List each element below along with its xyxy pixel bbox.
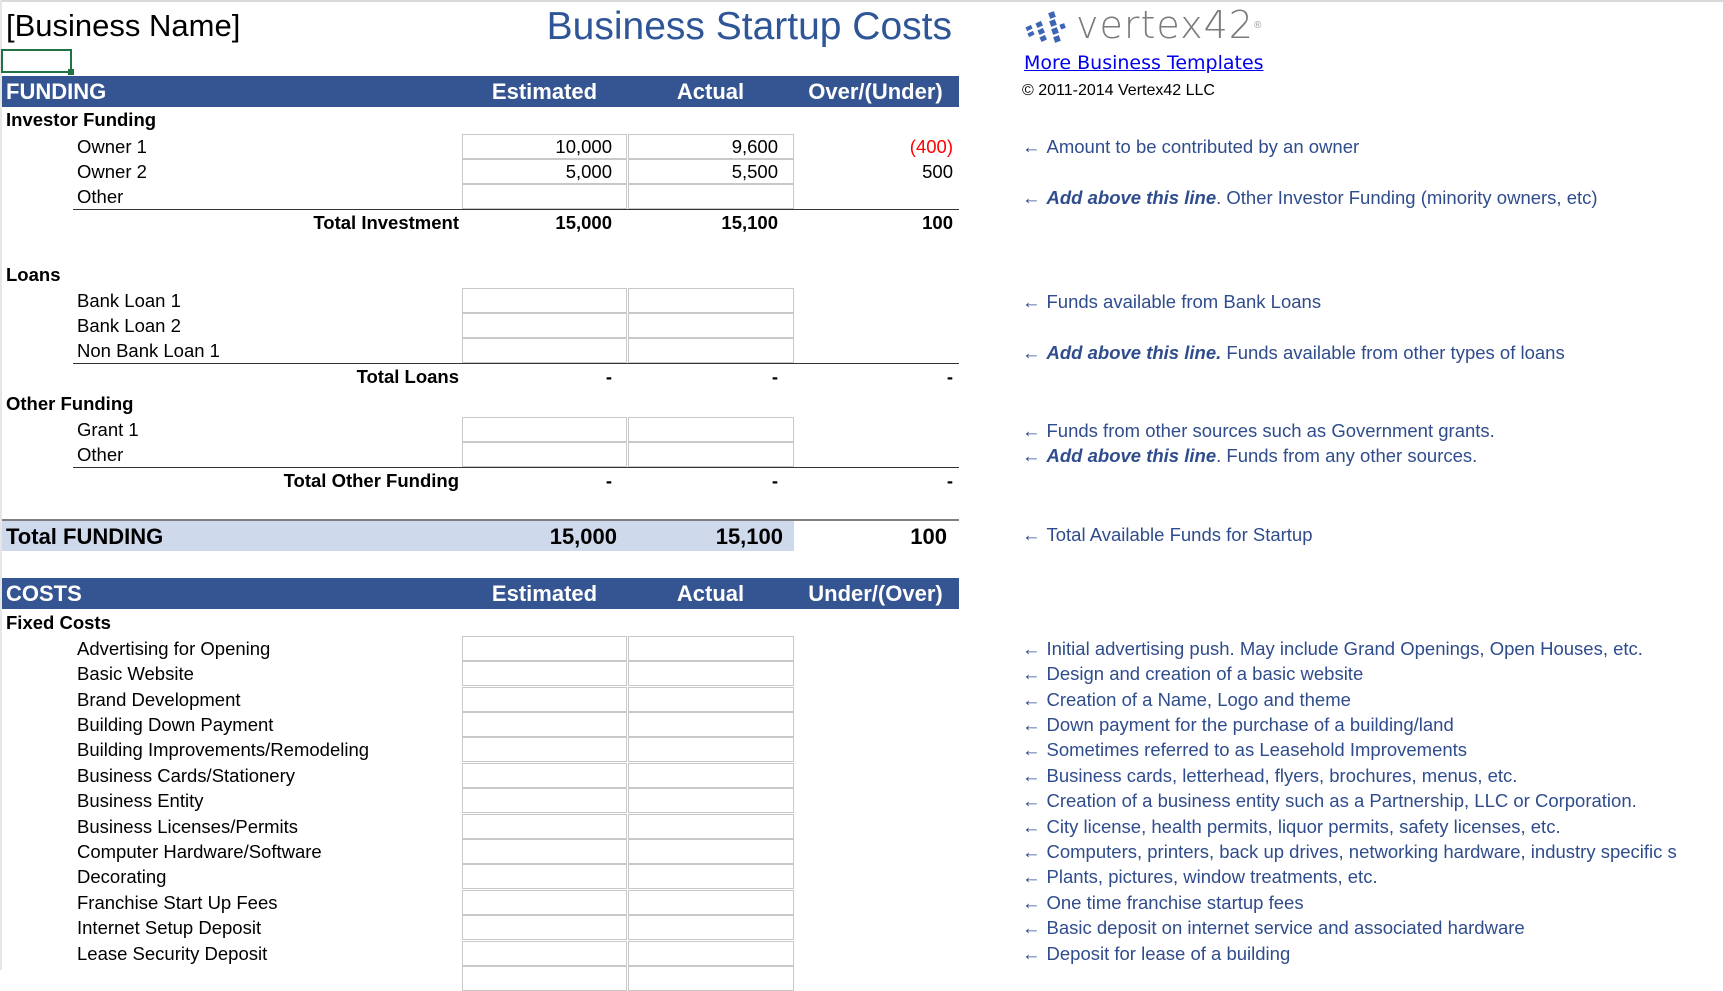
estimated-total: - — [605, 470, 612, 491]
table-row — [2, 417, 959, 442]
table-row — [2, 712, 959, 737]
left-arrow-icon: ← — [1022, 892, 1041, 913]
vertex42-logo-text: vertex42 — [1076, 3, 1254, 47]
actual-value: 5,500 — [731, 161, 778, 182]
section-other-funding — [2, 391, 959, 416]
left-arrow-icon: ← — [1022, 790, 1041, 811]
left-arrow-icon: ← — [1022, 663, 1041, 684]
estimated-input[interactable] — [462, 636, 627, 661]
left-arrow-icon: ← — [1022, 714, 1041, 735]
table-row — [2, 636, 959, 661]
registered-mark: ® — [1253, 19, 1262, 31]
row-label: Other — [77, 444, 124, 465]
page-title: Business Startup Costs — [546, 5, 952, 48]
subtotal-row — [2, 468, 959, 493]
left-arrow-icon: ← — [1022, 291, 1041, 312]
row-label: Decorating — [77, 866, 167, 887]
left-arrow-icon: ← — [1022, 816, 1041, 837]
note-cost: ← Computers, printers, back up drives, networking hardware, industry specific s — [1022, 841, 1677, 862]
total-funding-row — [2, 521, 959, 551]
note-cost: ← One time franchise startup fees — [1022, 892, 1304, 913]
subtotal-label: Total Other Funding — [283, 470, 459, 491]
estimated-input[interactable] — [462, 941, 627, 966]
table-row — [2, 134, 959, 159]
estimated-input[interactable] — [462, 417, 627, 442]
funding-header-label: FUNDING — [6, 79, 107, 104]
actual-input[interactable] — [628, 687, 794, 712]
actual-input[interactable] — [628, 737, 794, 762]
actual-total: 15,100 — [721, 212, 778, 233]
col-over-under-header: Over/(Under) — [808, 79, 943, 104]
subtotal-label: Total Investment — [313, 212, 459, 233]
over-under-value: (400) — [909, 136, 953, 157]
selected-cell[interactable] — [1, 49, 72, 73]
row-label: Computer Hardware/Software — [77, 841, 322, 862]
table-row — [2, 159, 959, 184]
table-row — [2, 839, 959, 864]
more-business-templates-link[interactable]: More Business Templates — [1024, 52, 1264, 74]
table-row — [2, 864, 959, 889]
actual-input[interactable] — [628, 890, 794, 915]
section-fixed-costs — [2, 610, 959, 635]
table-row — [2, 763, 959, 788]
estimated-input[interactable] — [462, 763, 627, 788]
costs-header-bar — [2, 578, 959, 609]
note-other-add: ← Add above this line. Funds from any other sources. — [1022, 445, 1478, 466]
left-arrow-icon: ← — [1022, 136, 1041, 157]
note-cost: ← Initial advertising push. May include Grand Openings, Open Houses, etc. — [1022, 638, 1643, 659]
estimated-input[interactable] — [462, 814, 627, 839]
row-label: Business Licenses/Permits — [77, 816, 299, 837]
note-bank-loans: ← Funds available from Bank Loans — [1022, 291, 1322, 312]
actual-input[interactable] — [628, 864, 794, 889]
table-row — [2, 288, 959, 313]
business-name-cell[interactable]: [Business Name] — [6, 8, 241, 43]
note-cost: ← Down payment for the purchase of a building/land — [1022, 714, 1454, 735]
left-arrow-icon: ← — [1022, 420, 1041, 441]
table-row — [2, 687, 959, 712]
actual-input[interactable] — [628, 313, 794, 338]
note-cost: ← Deposit for lease of a building — [1022, 943, 1291, 964]
row-label: Bank Loan 1 — [77, 290, 181, 311]
over-under-total: - — [946, 366, 953, 387]
copyright-text: © 2011-2014 Vertex42 LLC — [1022, 82, 1215, 99]
estimated-input[interactable] — [462, 338, 627, 363]
subtotal-row — [2, 210, 959, 235]
row-label: Advertising for Opening — [77, 638, 271, 659]
left-arrow-icon: ← — [1022, 445, 1041, 466]
left-arrow-icon: ← — [1022, 524, 1041, 545]
row-label: Internet Setup Deposit — [77, 917, 262, 938]
col-estimated-header: Estimated — [491, 581, 598, 606]
section-label: Investor Funding — [6, 109, 157, 130]
actual-input[interactable] — [628, 184, 794, 209]
actual-input[interactable] — [628, 788, 794, 813]
actual-value: 9,600 — [731, 136, 778, 157]
total-funding-estimated: 15,000 — [549, 524, 617, 549]
subtotal-label: Total Loans — [356, 366, 459, 387]
left-arrow-icon: ← — [1022, 765, 1041, 786]
over-under-total: - — [946, 470, 953, 491]
note-owner: ← Amount to be contributed by an owner — [1022, 136, 1360, 157]
actual-input[interactable] — [628, 288, 794, 313]
table-row — [2, 184, 959, 209]
estimated-total: - — [605, 366, 612, 387]
estimated-input[interactable] — [462, 661, 627, 686]
over-under-total: 100 — [922, 212, 953, 233]
note-investor-add: ← Add above this line. Other Investor Funding (minority owners, etc) — [1022, 187, 1598, 208]
vertex42-logo — [1024, 4, 1261, 46]
estimated-input[interactable] — [462, 288, 627, 313]
left-arrow-icon: ← — [1022, 841, 1041, 862]
estimated-input[interactable] — [462, 864, 627, 889]
table-row — [2, 313, 959, 338]
row-label: Lease Security Deposit — [77, 943, 268, 964]
row-label: Business Cards/Stationery — [77, 765, 295, 786]
row-label: Other — [77, 186, 124, 207]
estimated-input[interactable] — [462, 184, 627, 209]
row-label: Franchise Start Up Fees — [77, 892, 278, 913]
actual-input[interactable] — [628, 417, 794, 442]
estimated-value: 10,000 — [555, 136, 612, 157]
estimated-total: 15,000 — [555, 212, 612, 233]
note-cost: ← Sometimes referred to as Leasehold Improvements — [1022, 739, 1468, 760]
left-arrow-icon: ← — [1022, 943, 1041, 964]
estimated-value: 5,000 — [565, 161, 612, 182]
actual-input[interactable] — [628, 636, 794, 661]
vertex42-logo-icon — [1024, 4, 1070, 46]
note-loans-add: ← Add above this line. Funds available from other types of loans — [1022, 342, 1565, 363]
actual-total: - — [771, 470, 778, 491]
left-arrow-icon: ← — [1022, 638, 1041, 659]
table-row — [2, 915, 959, 940]
actual-input[interactable] — [628, 941, 794, 966]
row-label: Non Bank Loan 1 — [77, 340, 220, 361]
table-row — [2, 661, 959, 686]
note-grants: ← Funds from other sources such as Government grants. — [1022, 420, 1495, 441]
table-row — [2, 737, 959, 762]
estimated-input[interactable] — [462, 890, 627, 915]
actual-input[interactable] — [628, 763, 794, 788]
section-label: Other Funding — [6, 393, 134, 414]
row-label: Grant 1 — [77, 419, 139, 440]
left-arrow-icon: ← — [1022, 917, 1041, 938]
table-row — [2, 941, 959, 966]
estimated-input[interactable] — [462, 313, 627, 338]
table-row — [2, 890, 959, 915]
left-arrow-icon: ← — [1022, 187, 1041, 208]
row-label: Bank Loan 2 — [77, 315, 181, 336]
section-loans — [2, 262, 959, 287]
actual-input[interactable] — [628, 661, 794, 686]
row-label: Business Entity — [77, 790, 204, 811]
col-estimated-header: Estimated — [491, 79, 598, 104]
row-label: Building Down Payment — [77, 714, 274, 735]
estimated-input[interactable] — [462, 712, 627, 737]
left-arrow-icon: ← — [1022, 689, 1041, 710]
section-label: Fixed Costs — [6, 612, 111, 633]
note-cost: ← City license, health permits, liquor permits, safety licenses, etc. — [1022, 816, 1561, 837]
section-investor-funding — [2, 107, 959, 132]
row-label: Owner 2 — [77, 161, 147, 182]
actual-total: - — [771, 366, 778, 387]
left-arrow-icon: ← — [1022, 342, 1041, 363]
estimated-input[interactable] — [462, 788, 627, 813]
note-total-funding: ← Total Available Funds for Startup — [1022, 524, 1313, 545]
table-row — [2, 442, 959, 467]
costs-header-label: COSTS — [6, 581, 82, 606]
row-label: Brand Development — [77, 689, 241, 710]
table-row — [2, 814, 959, 839]
note-cost: ← Design and creation of a basic website — [1022, 663, 1364, 684]
funding-header-bar — [2, 76, 959, 107]
total-funding-diff: 100 — [910, 524, 947, 549]
note-cost: ← Plants, pictures, window treatments, etc. — [1022, 866, 1378, 887]
section-label: Loans — [6, 264, 61, 285]
actual-input[interactable] — [628, 839, 794, 864]
note-cost: ← Creation of a business entity such as a Partnership, LLC or Corporation. — [1022, 790, 1637, 811]
col-actual-header: Actual — [676, 79, 745, 104]
estimated-input[interactable] — [462, 839, 627, 864]
sheet-top-border — [0, 0, 1723, 2]
actual-input[interactable] — [628, 712, 794, 737]
col-under-over-header: Under/(Over) — [808, 581, 943, 606]
actual-input[interactable] — [628, 442, 794, 467]
table-row — [2, 338, 959, 363]
subtotal-row — [2, 364, 959, 389]
total-funding-label: Total FUNDING — [6, 524, 164, 549]
over-under-value: 500 — [922, 161, 953, 182]
note-cost: ← Business cards, letterhead, flyers, brochures, menus, etc. — [1022, 765, 1518, 786]
note-cost: ← Basic deposit on internet service and associated hardware — [1022, 917, 1525, 938]
estimated-input[interactable] — [462, 737, 627, 762]
total-funding-actual: 15,100 — [715, 524, 783, 549]
table-row — [2, 788, 959, 813]
row-label: Building Improvements/Remodeling — [77, 739, 370, 760]
note-cost: ← Creation of a Name, Logo and theme — [1022, 689, 1351, 710]
actual-input[interactable] — [628, 814, 794, 839]
estimated-input[interactable] — [462, 915, 627, 940]
row-label: Basic Website — [77, 663, 194, 684]
col-actual-header: Actual — [676, 581, 745, 606]
row-label: Owner 1 — [77, 136, 147, 157]
actual-input[interactable] — [628, 338, 794, 363]
left-arrow-icon: ← — [1022, 866, 1041, 887]
estimated-input[interactable] — [462, 442, 627, 467]
left-arrow-icon: ← — [1022, 739, 1041, 760]
estimated-input[interactable] — [462, 687, 627, 712]
actual-input[interactable] — [628, 915, 794, 940]
